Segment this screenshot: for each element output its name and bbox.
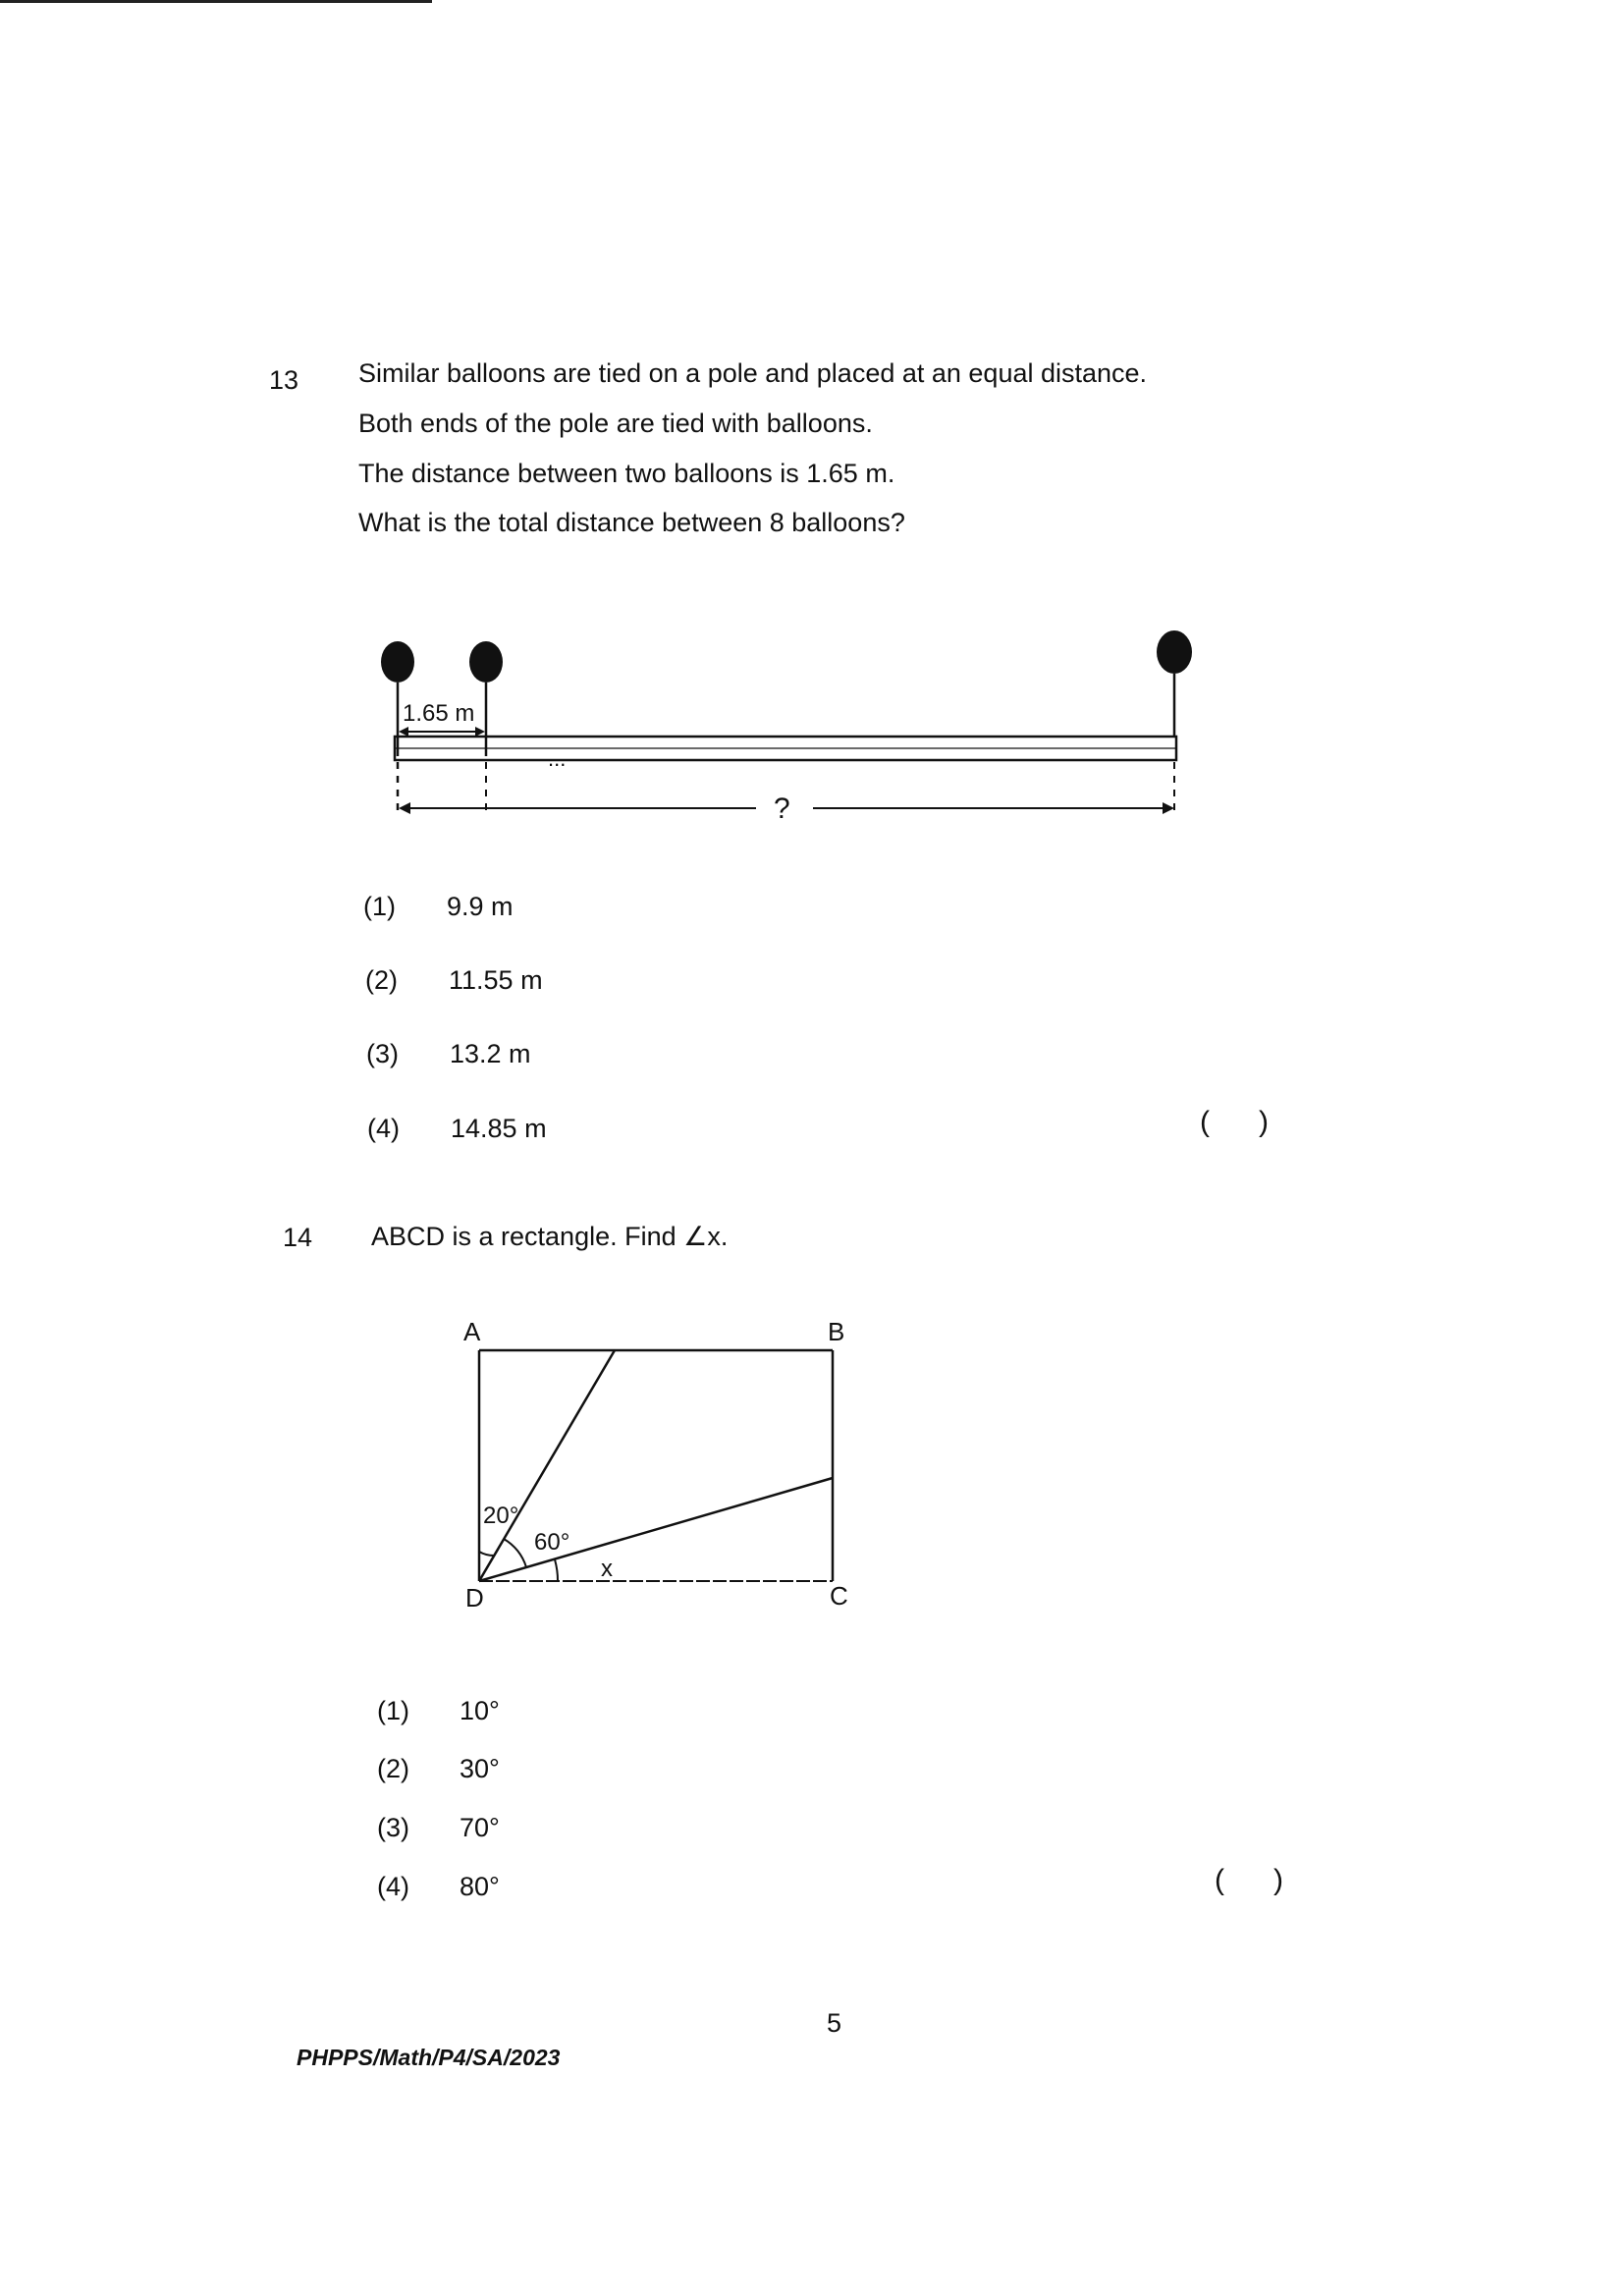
rectangle-angle-figure [452, 1311, 864, 1611]
vertex-c-label: C [830, 1581, 848, 1611]
top-rule [0, 0, 432, 3]
q13-option-3-number: (3) [366, 1039, 399, 1068]
q14-answer-box[interactable]: ( ) [1215, 1864, 1283, 1896]
q14-option-2-value: 30° [460, 1754, 500, 1783]
q13-option-2-number: (2) [365, 965, 398, 995]
q14-prompt: ABCD is a rectangle. Find ∠x. [371, 1222, 729, 1251]
ray-to-bc [479, 1478, 833, 1581]
balloon-last [1157, 630, 1192, 737]
page-number: 5 [827, 2008, 842, 2038]
q13-option-1-value: 9.9 m [447, 892, 514, 921]
paper-code: PHPPS/Math/P4/SA/2023 [297, 2045, 561, 2070]
angle-60-label: 60° [534, 1529, 570, 1556]
q13-option-3-value: 13.2 m [450, 1039, 531, 1068]
q14-number: 14 [283, 1223, 313, 1252]
q14-option-2-number: (2) [377, 1754, 409, 1783]
arc-60 [504, 1539, 526, 1567]
balloon-pole-figure [363, 619, 1208, 845]
q14-option-4-value: 80° [460, 1872, 500, 1901]
spacing-label: 1.65 m [403, 700, 475, 727]
angle-20-label: 20° [483, 1503, 519, 1529]
vertex-a-label: A [463, 1317, 481, 1346]
balloon-2 [469, 641, 503, 756]
q14-option-1-value: 10° [460, 1696, 500, 1725]
vertex-d-label: D [465, 1583, 484, 1611]
q13-option-4-value: 14.85 m [451, 1114, 547, 1143]
q14-option-1-number: (1) [377, 1696, 409, 1725]
q13-line-1: Similar balloons are tied on a pole and placed at an equal distance. [358, 358, 1148, 388]
q13-option-4-number: (4) [367, 1114, 400, 1143]
balloon-1 [381, 641, 414, 756]
vertex-b-label: B [828, 1317, 845, 1346]
ellipsis: ... [548, 746, 567, 771]
arc-x [555, 1559, 558, 1581]
q13-answer-box[interactable]: ( ) [1200, 1106, 1269, 1138]
q14-option-3-value: 70° [460, 1813, 500, 1842]
q13-option-2-value: 11.55 m [449, 965, 543, 995]
q13-line-2: Both ends of the pole are tied with balloons. [358, 409, 873, 438]
q13-line-4: What is the total distance between 8 balloons? [358, 508, 905, 537]
arc-20 [479, 1552, 494, 1556]
q13-option-1-number: (1) [363, 892, 396, 921]
q13-number: 13 [269, 365, 299, 395]
q14-option-3-number: (3) [377, 1813, 409, 1842]
angle-x-label: x [601, 1556, 613, 1582]
q14-option-4-number: (4) [377, 1872, 409, 1901]
q13-line-3: The distance between two balloons is 1.65 m. [358, 459, 895, 488]
unknown-distance-label: ? [774, 793, 790, 825]
